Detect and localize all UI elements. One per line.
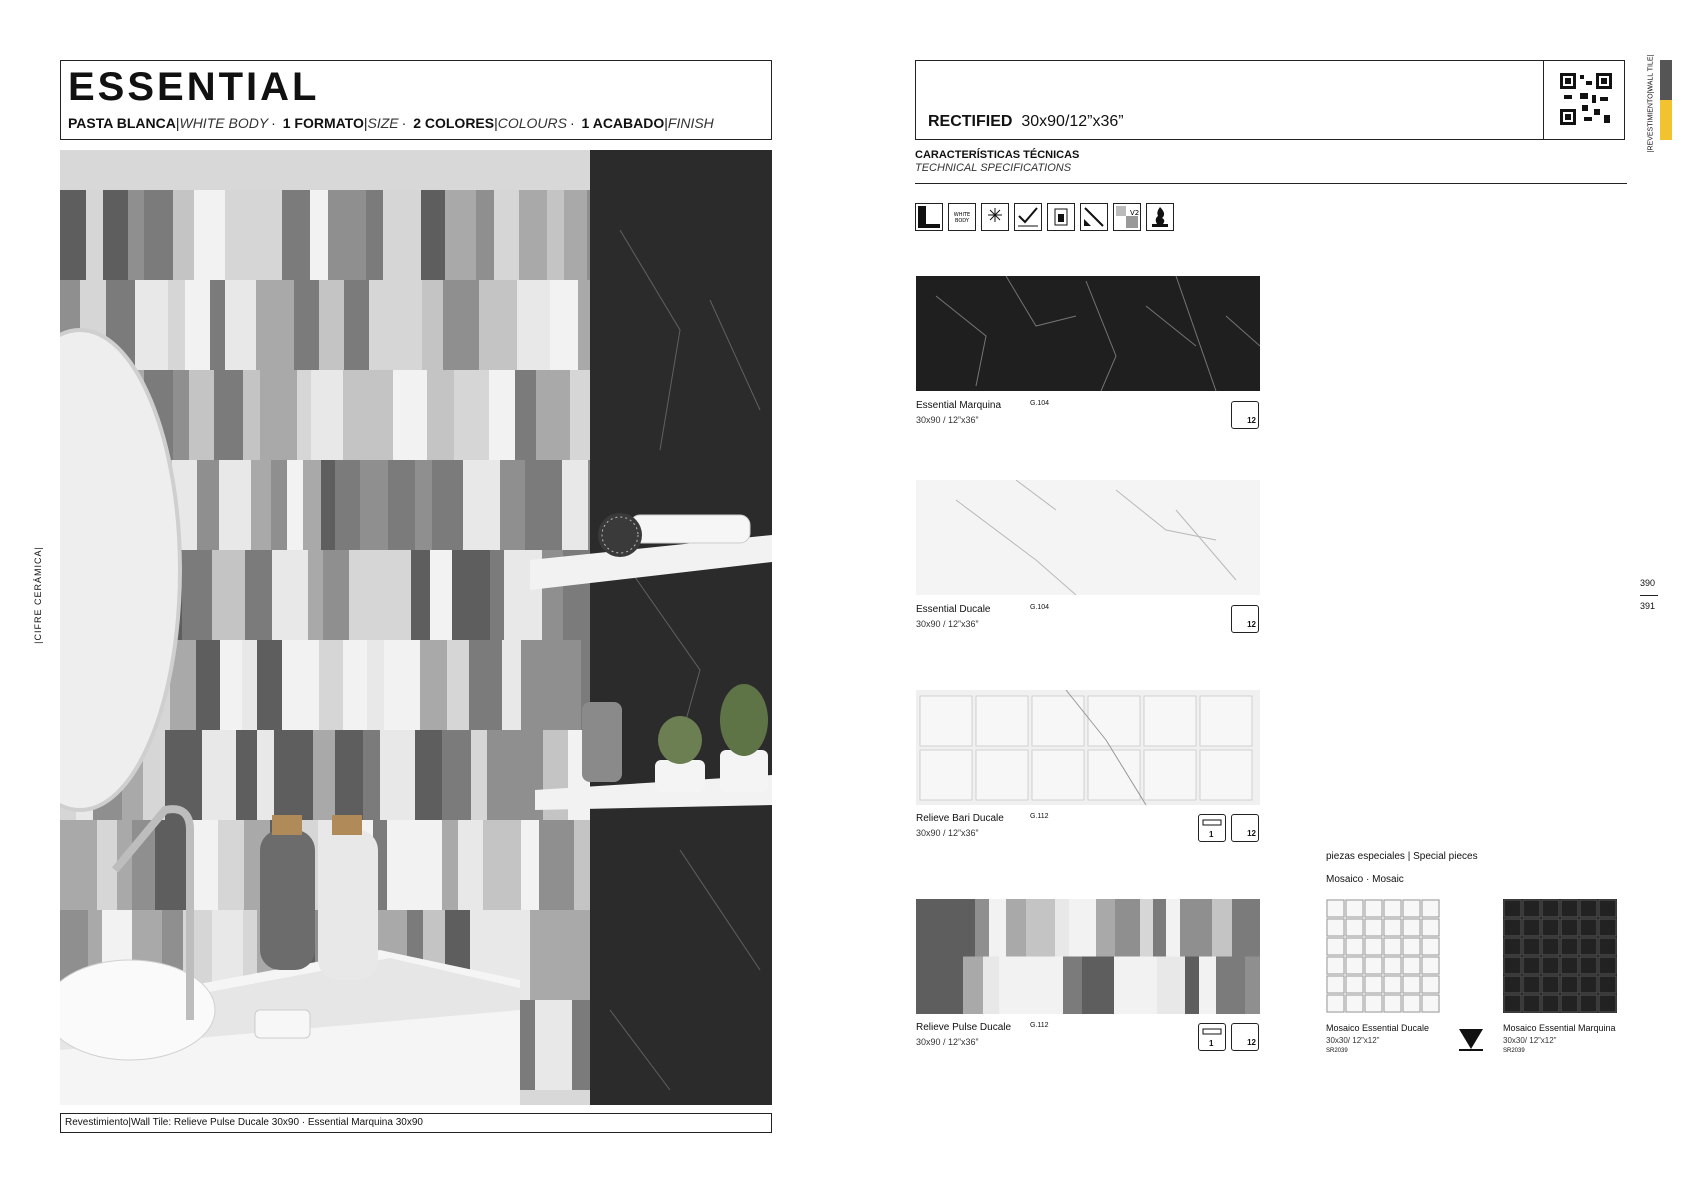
formats-label-en: SIZE	[367, 115, 399, 131]
mosaic-size: 30x30/ 12”x12”	[1326, 1036, 1380, 1045]
mosaic-label: Mosaico · Mosaic	[1326, 874, 1404, 885]
rectified-size: 30x90/12”x36”	[1021, 113, 1124, 130]
tile-name: Essential Marquina	[916, 400, 1002, 411]
pieces-per-box-icon: 1	[1198, 814, 1226, 842]
colours-label-en: COLOURS	[497, 115, 567, 131]
specs-divider	[915, 183, 1627, 184]
mosaic-code: SR2039	[1326, 1048, 1348, 1054]
white-body-icon	[948, 203, 976, 231]
tile-essential-ducale[interactable]	[916, 480, 1260, 595]
v2-variation-icon	[1113, 203, 1141, 231]
specs-subtitle: TECHNICAL SPECIFICATIONS	[915, 162, 1072, 174]
pei-icon: 12	[1231, 401, 1259, 429]
shine-icon	[981, 203, 1009, 231]
pieces-per-box-icon: 1	[1198, 1023, 1226, 1051]
tile-name: Essential Ducale	[916, 604, 991, 615]
tile-name: Relieve Pulse Ducale	[916, 1022, 1012, 1033]
special-pieces-title: piezas especiales | Special pieces	[1326, 851, 1478, 862]
page-number-left: 390	[1640, 578, 1656, 588]
svg-text:BODY: BODY	[955, 218, 969, 224]
tile-code: G.104	[1030, 604, 1050, 611]
wall-tile-icon	[915, 203, 943, 231]
tile-code: G.112	[1030, 813, 1049, 820]
svg-text:WHITE: WHITE	[953, 212, 971, 218]
pei-icon: 12	[1231, 1023, 1259, 1051]
wall-tile-side-label: |REVESTIMIENTO|WALL TILE|	[1647, 54, 1655, 153]
side-tab-grey	[1660, 60, 1672, 100]
page-number-right: 391	[1640, 601, 1656, 611]
tile-relieve-bari-ducale[interactable]	[916, 690, 1260, 805]
collection-header	[60, 60, 772, 140]
qr-code-icon[interactable]	[1558, 71, 1614, 127]
thickness-icon	[1047, 203, 1075, 231]
tile-size: 30x90 / 12”x36”	[916, 415, 979, 425]
fire-resistance-icon	[1146, 203, 1174, 231]
finish-label-es: 1 ACABADO	[581, 115, 665, 131]
header-divider	[1543, 61, 1544, 139]
tile-size: 30x90 / 12”x36”	[916, 619, 979, 629]
mosaic-name: Mosaico Essential Ducale	[1326, 1023, 1430, 1033]
svg-text:V2: V2	[1130, 209, 1140, 217]
mosaic-essential-ducale[interactable]	[1326, 899, 1440, 1013]
mosaic-size: 30x30/ 12”x12”	[1503, 1036, 1557, 1045]
finish-label-en: FINISH	[667, 115, 714, 131]
tile-size: 30x90 / 12”x36”	[916, 1037, 979, 1047]
rectified-icon	[1014, 203, 1042, 231]
side-tab-yellow	[1660, 100, 1672, 140]
photo-caption: Revestimiento|Wall Tile: Relieve Pulse Ducale 30x90 · Essential Marquina 30x90	[60, 1113, 772, 1133]
gloss-icon	[1080, 203, 1108, 231]
tile-code: G.112	[1030, 1022, 1049, 1029]
mosaic-code: SR2039	[1503, 1048, 1525, 1054]
format-header	[915, 60, 1625, 140]
tile-code: G.104	[1030, 400, 1050, 407]
mosaic-essential-marquina[interactable]	[1503, 899, 1617, 1013]
colours-label-es: 2 COLORES	[413, 115, 495, 131]
brand-side-label: |CIFRE CERÁMICA|	[33, 546, 43, 644]
mosaic-name: Mosaico Essential Marquina	[1503, 1023, 1616, 1033]
tile-size: 30x90 / 12”x36”	[916, 828, 979, 838]
collection-title: ESSENTIAL	[68, 65, 320, 109]
body-label-en: WHITE BODY	[179, 115, 269, 131]
page-number-divider	[1640, 595, 1658, 596]
pei-icon: 12	[1231, 814, 1259, 842]
bathroom-ambient-photo	[60, 150, 772, 1105]
mosaic-mesh-icon	[1457, 1025, 1485, 1053]
formats-label-es: 1 FORMATO	[282, 115, 364, 131]
tile-relieve-pulse-ducale[interactable]	[916, 899, 1260, 1014]
rectified-label: RECTIFIED 30x90/12”x36”	[928, 113, 1124, 130]
pei-icon: 12	[1231, 605, 1259, 633]
specs-title: CARACTERÍSTICAS TÉCNICAS	[915, 149, 1080, 161]
collection-subtitle: PASTA BLANCA|WHITE BODY · 1 FORMATO|SIZE · 2 COLORES|COLOURS · 1 ACABADO|FINISH	[68, 115, 714, 131]
tile-name: Relieve Bari Ducale	[916, 813, 1004, 824]
body-label-es: PASTA BLANCA	[68, 115, 176, 131]
tile-essential-marquina[interactable]	[916, 276, 1260, 391]
